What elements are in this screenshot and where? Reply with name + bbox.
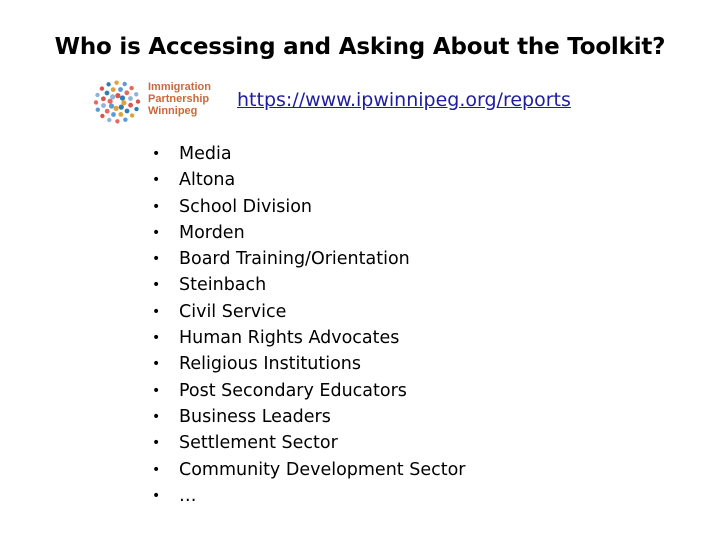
logo-dot bbox=[130, 113, 134, 117]
logo-dot bbox=[110, 94, 115, 99]
bullet-icon: • bbox=[152, 303, 161, 320]
logo-line: Winnipeg bbox=[148, 105, 198, 117]
bullet-icon: • bbox=[152, 277, 161, 294]
logo-dot bbox=[107, 118, 111, 122]
immigration-partnership-winnipeg-logo bbox=[88, 76, 228, 128]
list-item-label: Human Rights Advocates bbox=[179, 328, 400, 349]
logo-dot bbox=[124, 90, 129, 95]
bullet-icon: • bbox=[152, 356, 161, 373]
bullet-icon: • bbox=[152, 172, 161, 189]
list-item-label: Civil Service bbox=[179, 301, 287, 322]
logo-dot bbox=[105, 91, 110, 96]
logo-dot bbox=[114, 106, 119, 111]
logo-dot bbox=[118, 112, 123, 117]
page-title: Who is Accessing and Asking About the Toolkit? bbox=[54, 34, 666, 60]
bullet-icon: • bbox=[152, 461, 161, 478]
reports-link[interactable]: https://www.ipwinnipeg.org/reports bbox=[237, 89, 571, 111]
logo-dot bbox=[109, 103, 114, 108]
logo-dot bbox=[96, 108, 100, 112]
logo-dot bbox=[118, 87, 123, 92]
logo-dot bbox=[100, 86, 104, 90]
list-item-label: Settlement Sector bbox=[179, 433, 338, 454]
list-item-label: Religious Institutions bbox=[179, 354, 361, 375]
logo-line: Partnership bbox=[148, 93, 210, 105]
logo-dot bbox=[128, 96, 133, 101]
bullet-icon: • bbox=[152, 487, 161, 504]
bullet-icon: • bbox=[152, 330, 161, 347]
list-item-label: Morden bbox=[179, 222, 245, 243]
logo-dot bbox=[115, 93, 120, 98]
logo-dot bbox=[125, 109, 130, 114]
logo-dot bbox=[111, 112, 116, 117]
logo-dot bbox=[94, 100, 98, 104]
bullet-icon: • bbox=[152, 435, 161, 452]
logo-dot-cluster-icon bbox=[88, 76, 146, 128]
logo-text bbox=[148, 81, 211, 117]
logo-dot bbox=[95, 93, 99, 97]
bullet-icon: • bbox=[152, 224, 161, 241]
logo-dot bbox=[123, 118, 127, 122]
logo-dot bbox=[134, 92, 138, 96]
bullet-icon: • bbox=[152, 146, 161, 162]
bullet-icon: • bbox=[152, 251, 161, 268]
list-item-label: Media bbox=[179, 144, 232, 164]
logo-dot bbox=[101, 96, 106, 101]
logo-dot bbox=[120, 95, 125, 100]
logo-dot bbox=[134, 107, 138, 111]
logo-dot bbox=[121, 100, 126, 105]
list-item-label: School Division bbox=[179, 196, 312, 217]
bullet-icon: • bbox=[152, 198, 161, 215]
list-item-label: Steinbach bbox=[179, 275, 267, 296]
list-item-label: Altona bbox=[179, 170, 236, 191]
list-item-label: Post Secondary Educators bbox=[179, 380, 407, 401]
logo-dot bbox=[114, 81, 118, 85]
logo-dot bbox=[128, 103, 133, 108]
logo-line: Immigration bbox=[148, 81, 211, 93]
logo-dot bbox=[106, 82, 110, 86]
logo-dot bbox=[136, 99, 140, 103]
logo-dot bbox=[111, 87, 116, 92]
list-item-label: Community Development Sector bbox=[179, 459, 466, 480]
logo-dot bbox=[123, 82, 127, 86]
logo-dot bbox=[101, 103, 106, 108]
logo-dot bbox=[115, 119, 119, 123]
logo-dot bbox=[100, 114, 104, 118]
bullet-icon: • bbox=[152, 382, 161, 399]
logo-dot bbox=[129, 86, 133, 90]
list-item-label: … bbox=[179, 485, 197, 506]
bullet-icon: • bbox=[152, 408, 161, 425]
logo-dot bbox=[105, 109, 110, 114]
list-item-label: Board Training/Orientation bbox=[179, 249, 410, 270]
list-item-label: Business Leaders bbox=[179, 406, 331, 427]
